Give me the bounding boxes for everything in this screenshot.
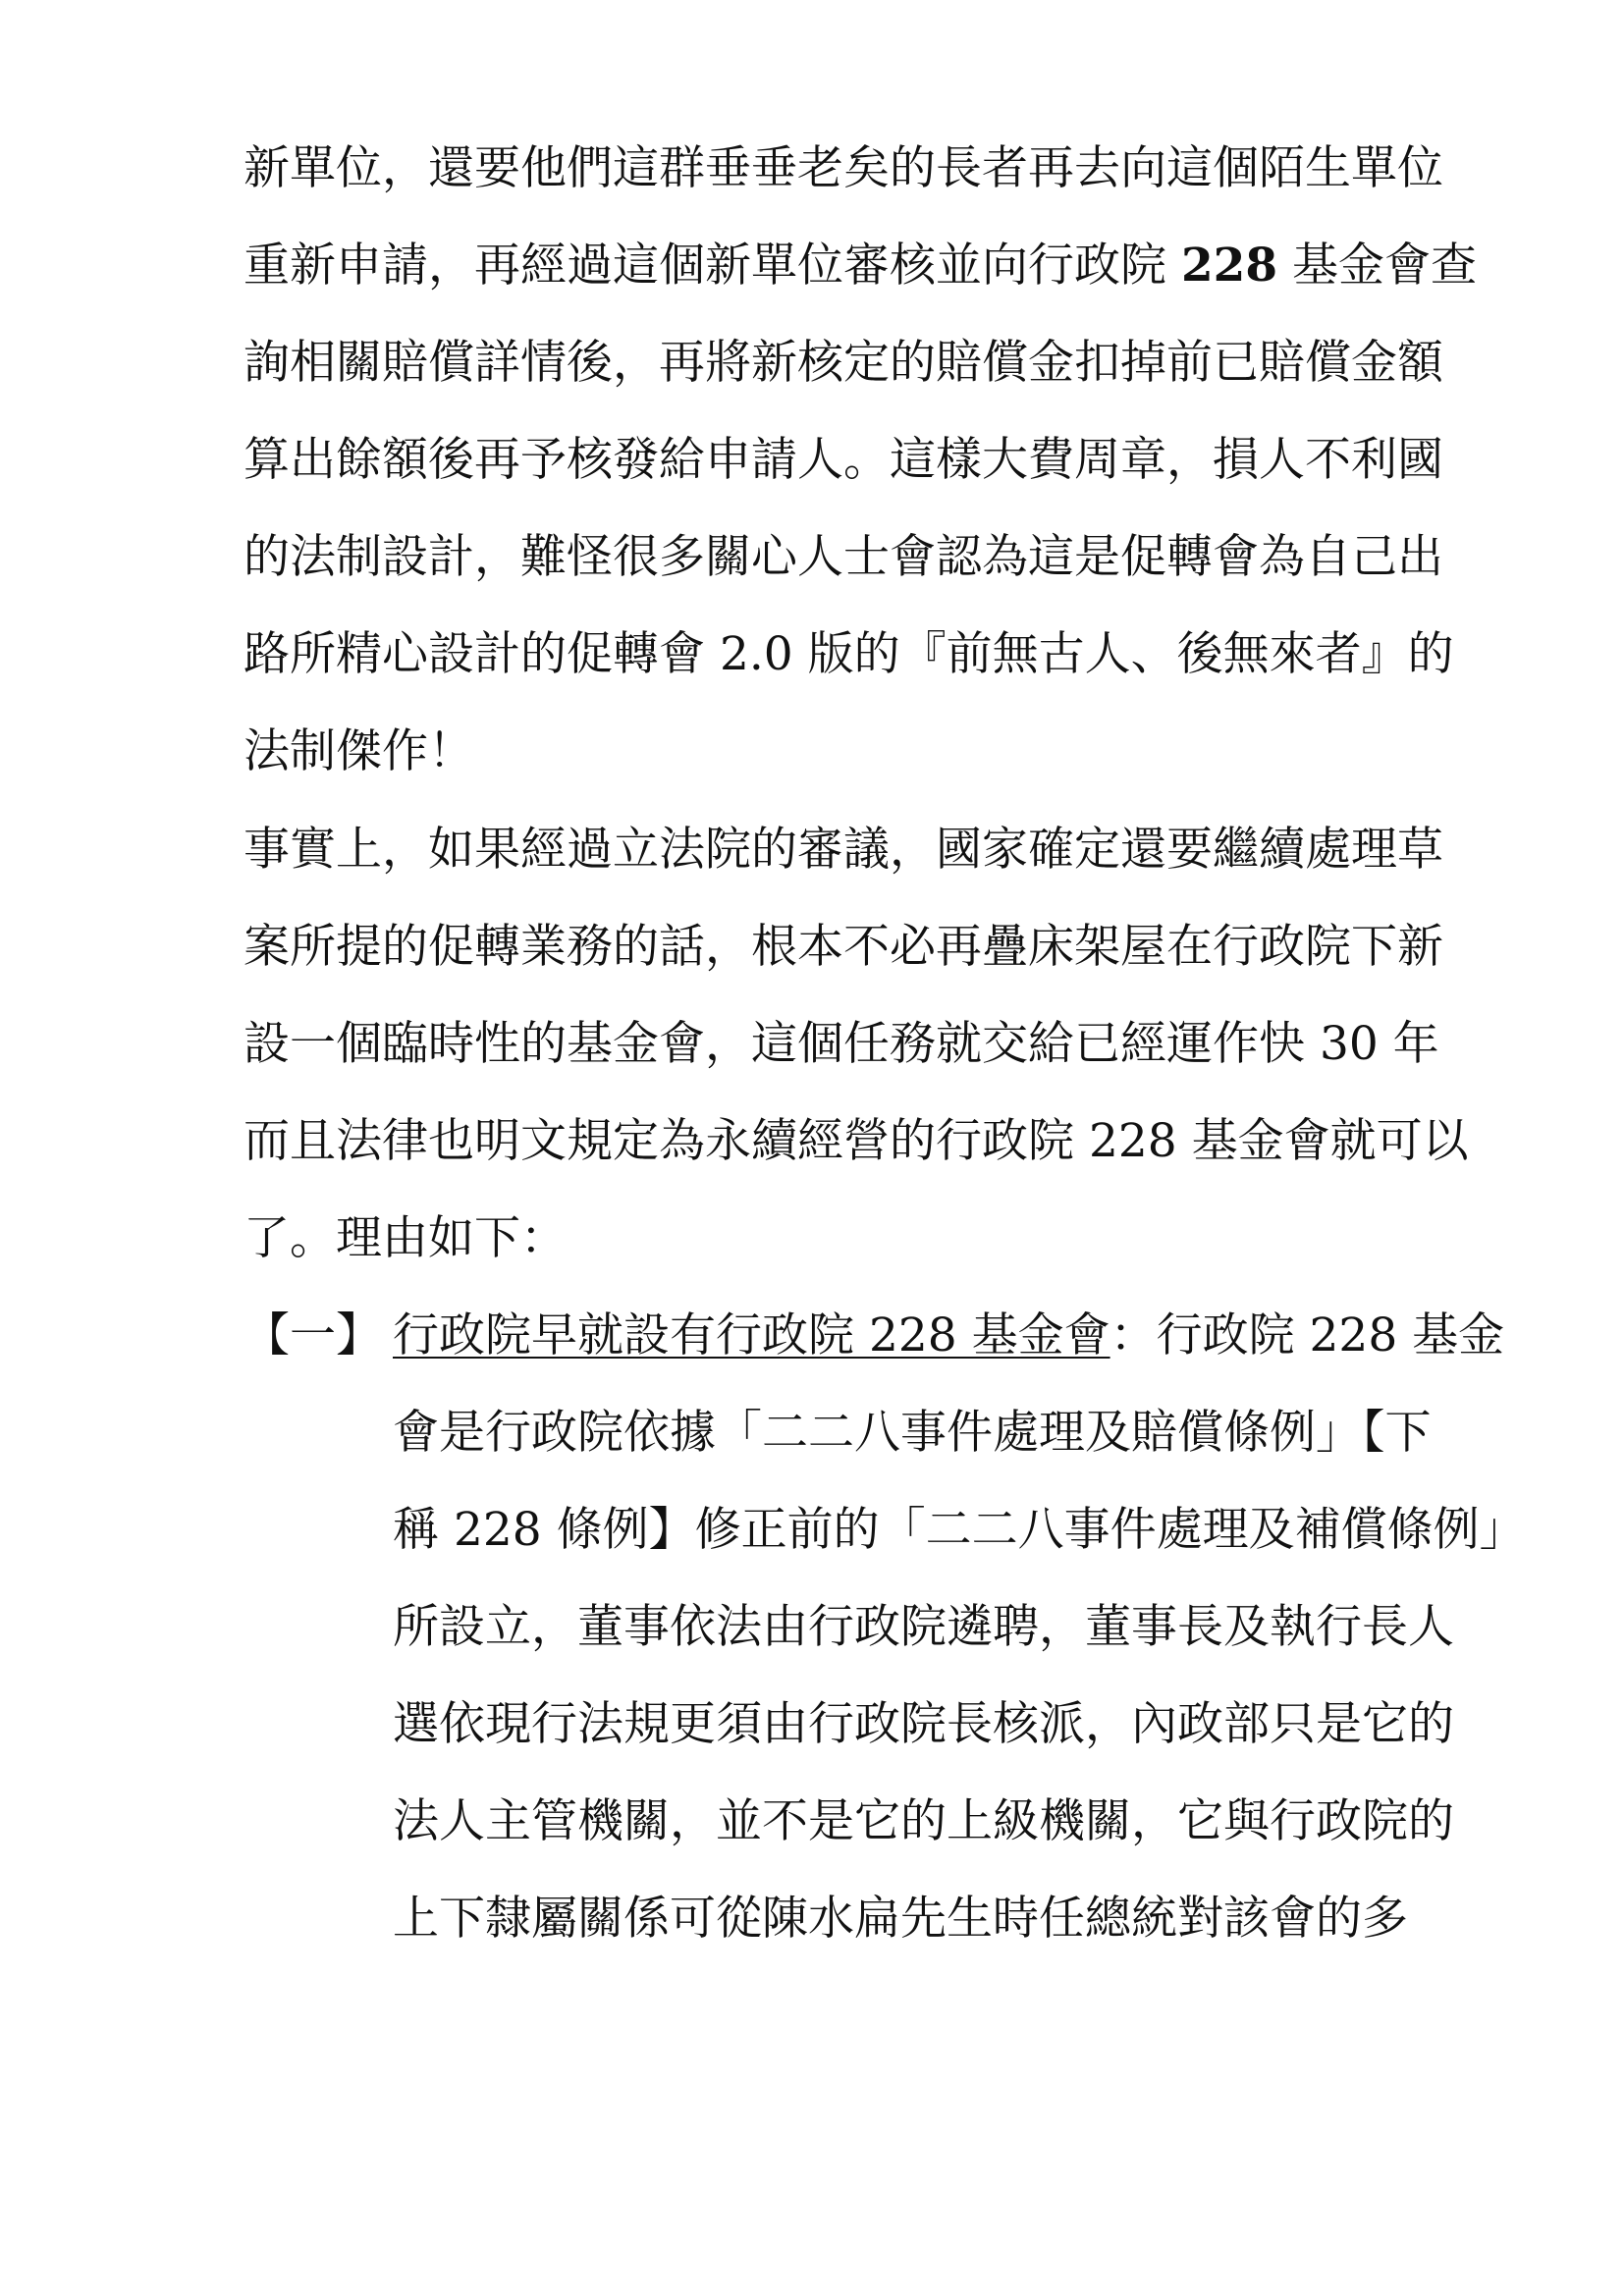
item-1-heading: 行政院早就設有行政院 228 基金會 [393, 1308, 1110, 1362]
item-1-line-2: 會是行政院依據「二二八事件處理及賠償條例」【下 [393, 1406, 1432, 1460]
item-1-line-5: 選依現行法規更須由行政院長核派，內政部只是它的 [393, 1697, 1454, 1751]
item-1-line-7: 上下隸屬關係可從陳水扁先生時任總統對該會的多 [393, 1892, 1408, 1946]
paragraph-1-line-1: 新單位，還要他們這群垂垂老矣的長者再去向這個陌生單位 [244, 141, 1443, 195]
item-1-line-1 [393, 1307, 1504, 1365]
item-1-marker: 【一】 [244, 1308, 382, 1362]
paragraph-2-line-5: 了。理由如下： [244, 1211, 567, 1265]
paragraph-1-line-2-number: 228 [1180, 239, 1278, 293]
item-1-line-3: 稱 228 條例】修正前的「二二八事件處理及補償條例」 [393, 1503, 1526, 1557]
paragraph-1-line-3: 詢相關賠償詳情後，再將新核定的賠償金扣掉前已賠償金額 [244, 336, 1443, 390]
paragraph-2-line-1: 事實上，如果經過立法院的審議，國家確定還要繼續處理草 [244, 823, 1443, 877]
paragraph-1-line-2-text: 重新申請，再經過這個新單位審核並向行政院 [244, 239, 1166, 293]
paragraph-1-line-4: 算出餘額後再予核發給申請人。這樣大費周章，損人不利國 [244, 433, 1443, 487]
item-1-line-6: 法人主管機關，並不是它的上級機關，它與行政院的 [393, 1794, 1454, 1848]
paragraph-2-line-2: 案所提的促轉業務的話，根本不必再疊床架屋在行政院下新 [244, 920, 1443, 974]
paragraph-1-line-7: 法制傑作！ [244, 724, 474, 778]
paragraph-1-line-5: 的法制設計，難怪很多關心人士會認為這是促轉會為自己出 [244, 530, 1443, 584]
item-1-heading-rest: ：行政院 228 基金 [1110, 1308, 1505, 1362]
paragraph-1-line-2 [244, 237, 1477, 295]
paragraph-1-line-6: 路所精心設計的促轉會 2.0 版的『前無古人、後無來者』的 [244, 627, 1454, 681]
item-1-line-4: 所設立，董事依法由行政院遴聘，董事長及執行長人 [393, 1600, 1454, 1654]
paragraph-2-line-3: 設一個臨時性的基金會，這個任務就交給已經運作快 30 年 [244, 1017, 1439, 1071]
paragraph-2-line-4: 而且法律也明文規定為永續經營的行政院 228 基金會就可以 [244, 1114, 1469, 1168]
paragraph-1-line-2-text-end: 基金會查 [1292, 239, 1478, 293]
